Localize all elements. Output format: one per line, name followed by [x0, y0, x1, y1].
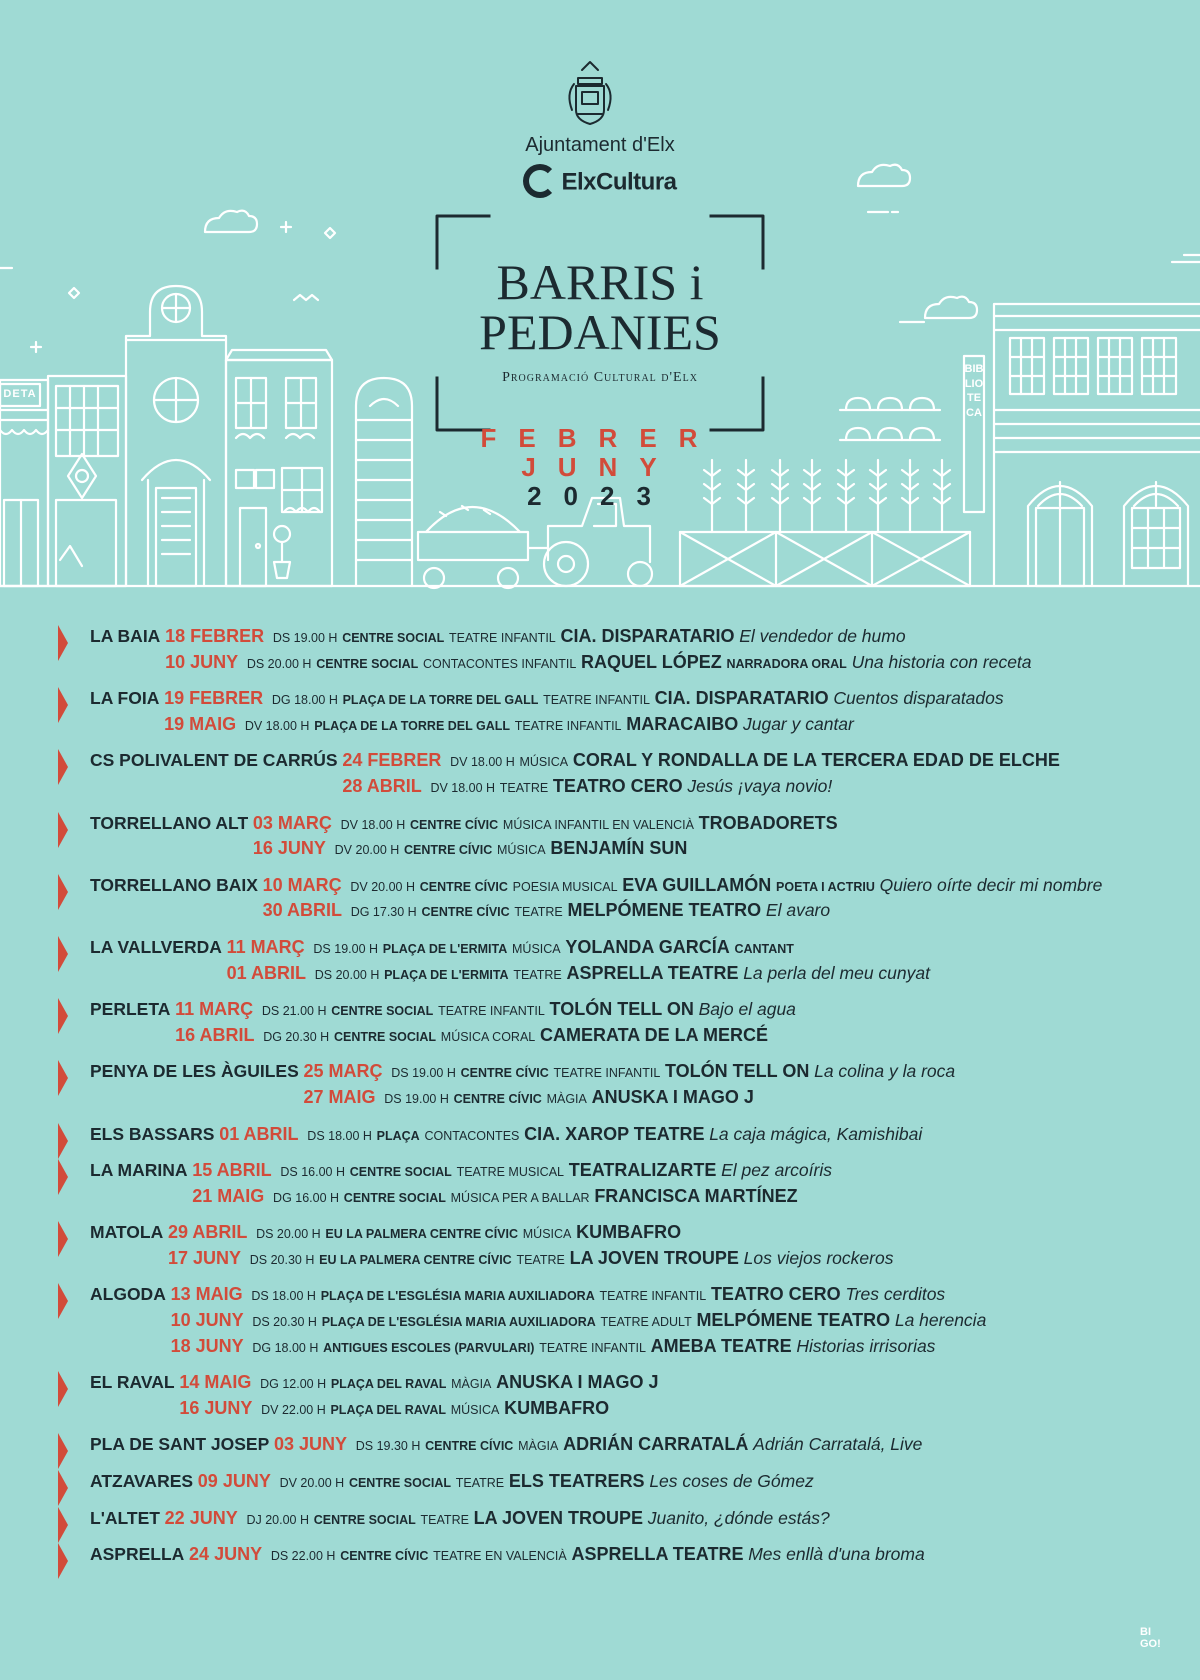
place-name: LA VALLVERDA	[90, 936, 222, 957]
entry-marker-icon	[58, 1283, 68, 1319]
event-date: 28 ABRIL	[342, 775, 422, 796]
event-line	[90, 811, 1200, 837]
event-day-time: DS 20.00 H	[256, 1227, 321, 1242]
event-venue: CENTRE CÍVIC	[425, 1439, 514, 1454]
place-name: ALGODA	[90, 1284, 166, 1305]
place-name: TORRELLANO ALT	[90, 812, 249, 833]
event-line	[90, 1506, 1200, 1532]
entry-marker-icon	[58, 1433, 68, 1469]
event-role: CANTANT	[734, 941, 794, 956]
event-date: 24 JUNY	[189, 1544, 263, 1565]
event-venue: CENTRE CÍVIC	[419, 879, 508, 894]
event-title: La caja mágica, Kamishibai	[709, 1123, 923, 1144]
credit-line-1: BI	[1140, 1626, 1151, 1638]
event-venue: CENTRE SOCIAL	[313, 1512, 416, 1527]
event-date: 14 MAIG	[179, 1372, 252, 1393]
poster-header	[0, 0, 1200, 600]
event-category: TEATRE INFANTIL	[553, 1066, 661, 1081]
event-category: MÚSICA PER A BALLAR	[450, 1190, 590, 1205]
event-category: MÀGIA	[451, 1377, 492, 1392]
event-company: CIA. XAROP TEATRE	[524, 1123, 705, 1144]
event-date: 10 JUNY	[165, 651, 239, 672]
event-day-time: DG 20.30 H	[263, 1029, 330, 1044]
event-company: MELPÓMENE TEATRO	[567, 900, 762, 921]
event-day-time: DS 18.00 H	[307, 1128, 372, 1143]
event-role: NARRADORA ORAL	[726, 656, 847, 671]
event-line	[90, 1469, 1200, 1495]
event-category: POESIA MUSICAL	[512, 879, 618, 894]
place-name: ASPRELLA	[90, 1544, 185, 1565]
event-venue: CENTRE CÍVIC	[340, 1549, 429, 1564]
entry-marker-icon	[58, 1543, 68, 1579]
event-day-time: DS 21.00 H	[261, 1004, 327, 1019]
event-company: RAQUEL LÓPEZ	[581, 651, 722, 672]
event-company: CIA. DISPARATARIO	[560, 626, 735, 646]
event-day-time: DS 19.00 H	[391, 1066, 456, 1081]
event-day-time: DV 20.00 H	[279, 1476, 345, 1491]
event-company: EVA GUILLAMÓN	[622, 874, 772, 895]
event-role: POETA I ACTRIU	[776, 879, 875, 894]
event-day-time: DS 19.00 H	[272, 631, 338, 645]
event-title: La colina y la roca	[814, 1061, 956, 1082]
event-category: MÚSICA	[450, 1402, 500, 1417]
event-date: 01 ABRIL	[219, 1123, 299, 1144]
event-date: 24 FEBRER	[342, 750, 442, 771]
event-line	[90, 712, 1200, 738]
event-day-time: DV 20.00 H	[350, 879, 415, 894]
entry-marker-icon	[58, 1507, 68, 1543]
period-month-start: FEBRER	[480, 423, 720, 453]
event-day-time: DS 19.30 H	[355, 1439, 421, 1454]
event-date: 25 MARÇ	[303, 1061, 383, 1082]
event-day-time: DV 20.00 H	[334, 843, 400, 858]
event-venue: CENTRE CÍVIC	[421, 905, 510, 920]
event-venue: CENTRE SOCIAL	[331, 1004, 434, 1019]
event-line	[90, 1184, 1200, 1210]
event-line	[90, 748, 1200, 774]
event-category: TEATRE INFANTIL	[438, 1004, 545, 1019]
event-venue: PLAÇA DE L'ESGLÉSIA MARIA AUXILIADORA	[320, 1289, 595, 1304]
event-title: Bajo el agua	[698, 999, 796, 1020]
event-day-time: DG 16.00 H	[273, 1190, 340, 1205]
event-company: CIA. DISPARATARIO	[654, 688, 829, 709]
place-name: L'ALTET	[90, 1507, 160, 1528]
event-line	[90, 624, 1200, 650]
schedule-entry	[58, 811, 1178, 862]
event-date: 10 MARÇ	[262, 874, 342, 895]
event-category: TEATRE MUSICAL	[456, 1165, 564, 1180]
event-line	[90, 1334, 1200, 1360]
schedule-entry	[58, 1122, 1178, 1148]
event-category: TEATRE	[420, 1512, 469, 1527]
brand-c-icon	[523, 164, 557, 198]
event-title: Cuentos disparatados	[833, 688, 1004, 709]
place-name: EL RAVAL	[90, 1372, 175, 1393]
event-category: TEATRE INFANTIL	[514, 718, 622, 733]
event-line	[90, 1220, 1200, 1246]
place-name: TORRELLANO BAIX	[90, 874, 258, 895]
event-line	[90, 1432, 1200, 1458]
event-title: Quiero oírte decir mi nombre	[879, 874, 1103, 895]
event-line	[90, 1085, 1200, 1111]
event-title: El vendedor de humo	[739, 626, 906, 646]
event-date: 13 MAIG	[170, 1284, 243, 1305]
event-category: MÚSICA	[519, 755, 569, 770]
shop-sign: DETA	[3, 388, 37, 400]
brand-name: ElxCultura	[561, 168, 677, 196]
schedule-entry	[58, 1059, 1178, 1110]
event-title: Les coses de Gómez	[649, 1471, 814, 1492]
event-company: LA JOVEN TROUPE	[569, 1247, 739, 1268]
schedule-entry	[58, 624, 1178, 675]
event-title: Adrián Carratalá, Live	[753, 1434, 923, 1455]
event-company: TOLÓN TELL ON	[665, 1061, 810, 1082]
event-line	[90, 1282, 1200, 1308]
event-company: BENJAMÍN SUN	[550, 838, 688, 859]
event-date: 16 JUNY	[179, 1397, 253, 1418]
event-category: MÚSICA	[496, 843, 546, 858]
event-date: 11 MARÇ	[226, 936, 305, 957]
event-category: MÚSICA CORAL	[440, 1029, 536, 1044]
event-title: La perla del meu cunyat	[743, 962, 930, 983]
event-title: Una historia con receta	[851, 651, 1032, 672]
event-company: CORAL Y RONDALLA DE LA TERCERA EDAD DE ELCHE	[572, 750, 1060, 771]
event-day-time: DS 20.30 H	[252, 1315, 317, 1330]
event-category: MÀGIA	[546, 1091, 587, 1106]
event-company: ADRIÁN CARRATALÁ	[563, 1434, 749, 1455]
event-line	[90, 1370, 1200, 1396]
event-venue: CENTRE SOCIAL	[348, 1476, 452, 1491]
entry-marker-icon	[58, 1123, 68, 1159]
event-title: Tres cerditos	[845, 1284, 946, 1305]
event-venue: PLAÇA DE L'ERMITA	[382, 941, 508, 956]
event-venue: CENTRE CÍVIC	[453, 1091, 542, 1106]
event-line	[90, 1308, 1200, 1334]
schedule-entry	[58, 748, 1178, 799]
event-day-time: DS 20.00 H	[314, 967, 380, 982]
event-title: Jugar y cantar	[742, 713, 854, 734]
place-name: MATOLA	[90, 1222, 164, 1243]
event-date: 01 ABRIL	[226, 962, 306, 983]
event-venue: ANTIGUES ESCOLES (PARVULARI)	[323, 1340, 535, 1355]
event-title: Jesús ¡vaya novio!	[687, 775, 833, 796]
entry-marker-icon	[58, 1470, 68, 1506]
entry-marker-icon	[58, 812, 68, 848]
event-date: 30 ABRIL	[262, 900, 342, 921]
event-day-time: DS 22.00 H	[270, 1549, 336, 1564]
event-category: TEATRE ADULT	[600, 1315, 692, 1330]
entry-marker-icon	[58, 1159, 68, 1195]
event-company: LA JOVEN TROUPE	[473, 1507, 644, 1528]
event-company: TOLÓN TELL ON	[549, 999, 694, 1020]
event-day-time: DS 19.00 H	[313, 941, 379, 956]
event-title: El avaro	[765, 900, 831, 921]
event-category: TEATRE	[455, 1476, 505, 1491]
schedule-entry	[58, 873, 1178, 924]
org-name: Ajuntament d'Elx	[525, 134, 675, 156]
event-date: 29 ABRIL	[167, 1222, 248, 1243]
event-day-time: DV 18.00 H	[340, 817, 406, 832]
designer-credit	[1140, 1626, 1161, 1650]
event-date: 22 JUNY	[164, 1507, 238, 1528]
schedule-entry	[58, 1432, 1178, 1458]
event-line	[90, 873, 1200, 899]
event-category: TEATRE	[514, 905, 563, 920]
schedule-entry	[58, 1158, 1178, 1209]
event-category: TEATRE	[516, 1252, 565, 1267]
schedule-entry	[58, 935, 1178, 986]
event-venue: PLAÇA DEL RAVAL	[330, 1377, 447, 1392]
event-date: 15 ABRIL	[192, 1160, 272, 1181]
event-category: TEATRE INFANTIL	[543, 693, 650, 708]
event-venue: CENTRE SOCIAL	[316, 656, 419, 671]
event-day-time: DG 18.00 H	[271, 693, 338, 708]
event-date: 27 MAIG	[303, 1086, 376, 1107]
event-venue: PLAÇA DEL RAVAL	[330, 1402, 446, 1417]
event-day-time: DS 19.00 H	[384, 1091, 449, 1106]
event-category: CONTACONTES INFANTIL	[423, 656, 577, 671]
event-date: 16 ABRIL	[175, 1024, 255, 1045]
event-day-time: DV 22.00 H	[261, 1402, 326, 1417]
event-company: ANUSKA I MAGO J	[496, 1372, 659, 1393]
event-day-time: DG 12.00 H	[260, 1377, 327, 1392]
event-company: TROBADORETS	[698, 812, 838, 833]
event-day-time: DV 18.00 H	[244, 718, 310, 733]
event-title: Mes enllà d'una broma	[748, 1544, 925, 1565]
event-category: MÀGIA	[518, 1439, 559, 1454]
event-day-time: DS 20.00 H	[246, 656, 312, 671]
event-title: Historias irrisorias	[796, 1335, 936, 1356]
event-company: ASPRELLA TEATRE	[571, 1544, 744, 1565]
schedule-entry	[58, 1282, 1178, 1359]
event-company: TEATRALIZARTE	[568, 1160, 717, 1181]
event-line	[90, 1396, 1200, 1422]
event-day-time: DV 18.00 H	[450, 755, 515, 770]
entry-marker-icon	[58, 687, 68, 723]
title-line-2: PEDANIES	[479, 304, 721, 360]
event-line	[90, 1122, 1200, 1148]
place-name: LA FOIA	[90, 688, 160, 709]
event-line	[90, 961, 1200, 987]
event-company: FRANCISCA MARTÍNEZ	[594, 1185, 798, 1206]
library-sign: BIBLIOTECA	[964, 363, 984, 419]
event-date: 19 FEBRER	[164, 688, 264, 709]
place-name: ATZAVARES	[90, 1471, 194, 1492]
event-date: 18 FEBRER	[165, 626, 265, 646]
period-month-end: JUNY	[521, 452, 679, 482]
event-day-time: DS 20.30 H	[249, 1252, 315, 1267]
event-day-time: DG 17.30 H	[350, 905, 417, 920]
event-venue: EU LA PALMERA CENTRE CÍVIC	[325, 1227, 519, 1242]
event-company: ANUSKA I MAGO J	[591, 1086, 754, 1107]
event-company: CAMERATA DE LA MERCÉ	[539, 1024, 768, 1045]
title-line-1: BARRIS i	[496, 254, 704, 310]
event-date: 03 JUNY	[273, 1434, 348, 1455]
event-company: YOLANDA GARCÍA	[565, 936, 730, 957]
schedule-entry	[58, 686, 1178, 737]
event-title: Juanito, ¿dónde estás?	[647, 1507, 830, 1528]
event-venue: EU LA PALMERA CENTRE CÍVIC	[319, 1252, 512, 1267]
schedule-list	[58, 624, 1178, 1579]
event-venue: CENTRE CÍVIC	[404, 843, 493, 858]
place-name: PENYA DE LES ÀGUILES	[90, 1061, 299, 1082]
entry-marker-icon	[58, 749, 68, 785]
event-line	[90, 1246, 1200, 1272]
event-day-time: DJ 20.00 H	[246, 1512, 309, 1527]
event-category: CONTACONTES	[424, 1128, 520, 1143]
event-venue: CENTRE CÍVIC	[409, 817, 499, 832]
event-category: TEATRE	[513, 967, 562, 982]
event-day-time: DV 18.00 H	[430, 780, 496, 795]
event-date: 18 JUNY	[170, 1335, 244, 1356]
event-category: TEATRE	[499, 780, 549, 795]
schedule-entry	[58, 1469, 1178, 1495]
event-venue: CENTRE CÍVIC	[460, 1066, 549, 1081]
event-day-time: DS 18.00 H	[251, 1289, 316, 1304]
entry-marker-icon	[58, 625, 68, 661]
event-category: TEATRE EN VALENCIÀ	[433, 1549, 567, 1564]
event-title: El pez arcoíris	[721, 1160, 832, 1181]
event-venue: PLAÇA DE L'ERMITA	[384, 967, 509, 982]
event-company: KUMBAFRO	[504, 1397, 610, 1418]
event-date: 17 JUNY	[167, 1247, 242, 1268]
event-company: AMEBA TEATRE	[650, 1335, 792, 1356]
event-venue: PLAÇA DE L'ESGLÉSIA MARIA AUXILIADORA	[321, 1315, 596, 1330]
entry-marker-icon	[58, 1060, 68, 1096]
subtitle: Programació Cultural d'Elx	[502, 370, 698, 385]
event-date: 21 MAIG	[192, 1185, 265, 1206]
event-venue: CENTRE SOCIAL	[342, 631, 445, 645]
entry-marker-icon	[58, 1371, 68, 1407]
event-day-time: DS 16.00 H	[280, 1165, 345, 1180]
event-category: TEATRE INFANTIL	[449, 631, 556, 645]
schedule-entry	[58, 1220, 1178, 1271]
entry-marker-icon	[58, 1221, 68, 1257]
schedule-entry	[58, 997, 1178, 1048]
place-name: LA MARINA	[90, 1160, 188, 1181]
schedule-entry	[58, 1370, 1178, 1421]
event-date: 19 MAIG	[164, 713, 237, 734]
event-date: 09 JUNY	[197, 1471, 271, 1492]
event-title: Los viejos rockeros	[743, 1247, 894, 1268]
event-line	[90, 836, 1200, 862]
event-category: TEATRE INFANTIL	[599, 1289, 707, 1304]
entry-marker-icon	[58, 936, 68, 972]
event-company: MELPÓMENE TEATRO	[696, 1310, 891, 1331]
event-line	[90, 997, 1200, 1023]
schedule-entry	[58, 1506, 1178, 1532]
event-line	[90, 774, 1200, 800]
event-company: TEATRO CERO	[710, 1284, 841, 1305]
event-date: 11 MARÇ	[175, 999, 254, 1020]
place-name: PERLETA	[90, 999, 171, 1020]
event-line	[90, 1542, 1200, 1568]
event-date: 03 MARÇ	[252, 812, 332, 833]
entry-marker-icon	[58, 874, 68, 910]
event-day-time: DG 18.00 H	[252, 1340, 319, 1355]
event-venue: CENTRE SOCIAL	[343, 1190, 446, 1205]
period-year: 2023	[527, 481, 673, 511]
event-line	[90, 686, 1200, 712]
event-venue: PLAÇA DE LA TORRE DEL GALL	[342, 693, 539, 708]
event-company: ELS TEATRERS	[508, 1471, 645, 1492]
event-date: 10 JUNY	[170, 1310, 244, 1331]
event-venue: PLAÇA	[376, 1128, 420, 1143]
event-title: La herencia	[894, 1310, 987, 1331]
place-name: LA BAIA	[90, 626, 161, 646]
event-category: MÚSICA INFANTIL EN VALENCIÀ	[502, 817, 694, 832]
place-name: PLA DE SANT JOSEP	[90, 1434, 270, 1455]
event-company: ASPRELLA TEATRE	[566, 962, 739, 983]
event-line	[90, 650, 1200, 676]
event-line	[90, 898, 1200, 924]
credit-line-2: GO!	[1140, 1638, 1161, 1650]
schedule-entry	[58, 1542, 1178, 1568]
event-line	[90, 1023, 1200, 1049]
event-company: TEATRO CERO	[552, 775, 683, 796]
event-venue: CENTRE SOCIAL	[349, 1165, 452, 1180]
place-name: CS POLIVALENT DE CARRÚS	[90, 750, 338, 771]
event-venue: PLAÇA DE LA TORRE DEL GALL	[314, 718, 511, 733]
event-category: MÚSICA	[522, 1227, 572, 1242]
event-line	[90, 1059, 1200, 1085]
brand-logo	[0, 166, 1200, 200]
entry-marker-icon	[58, 998, 68, 1034]
event-line	[90, 1158, 1200, 1184]
place-name: ELS BASSARS	[90, 1123, 215, 1144]
event-category: MÚSICA	[512, 941, 561, 956]
event-company: MARACAIBO	[626, 713, 739, 734]
event-line	[90, 935, 1200, 961]
event-company: KUMBAFRO	[576, 1222, 682, 1243]
event-category: TEATRE INFANTIL	[539, 1340, 646, 1355]
event-date: 16 JUNY	[252, 838, 326, 859]
event-venue: CENTRE SOCIAL	[333, 1029, 437, 1044]
